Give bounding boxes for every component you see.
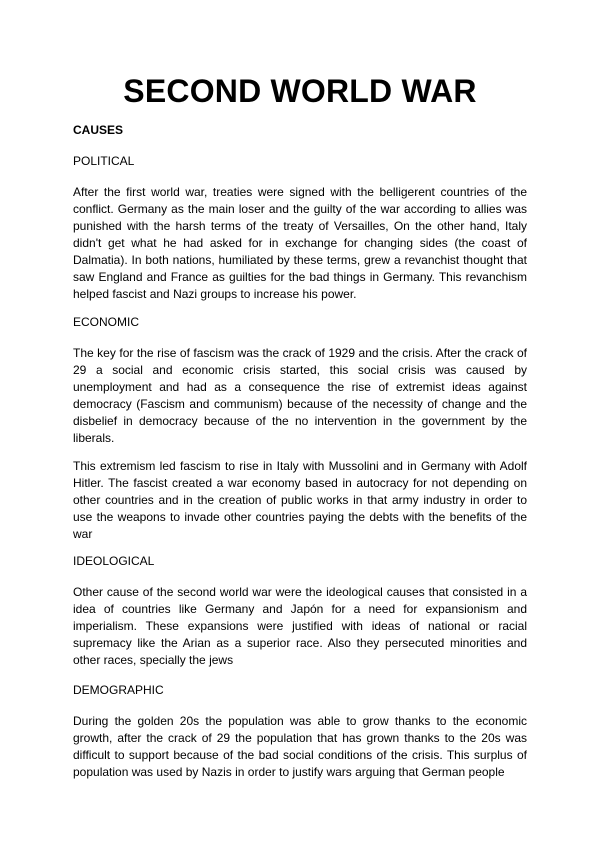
section-heading-economic: ECONOMIC [73, 315, 139, 329]
causes-heading: CAUSES [73, 123, 124, 137]
paragraph-economic-2: This extremism led fascism to rise in Italy with Mussolini and in Germany with Adolf Hitler. The fascist created a war economy based in autocracy for not depending on other countries and in the creation of public works in that army industry in order to use the weapons to invade other countries paying the debts with the benefits of the war [73, 459, 527, 541]
paragraph-ideological: Other cause of the second world war were the ideological causes that consisted in a idea of countries like Germany and Japón for a need for expansionism and imperialism. These expansions were justified with ideas of national or racial supremacy like the Arian as a superior race. Also they persecuted minorities and other races, specially the jews [73, 585, 527, 667]
paragraph-political: After the first world war, treaties were signed with the belligerent countries of the conflict. Germany as the main loser and the guilty of the war according to allies was punished with the harsh terms of the treaty of Versailles, On the other hand, Italy didn't get what he had asked for in exchange for changing sides (the coast of Dalmatia). In both nations, humiliated by these terms, grew a revanchist thought that saw England and France as guilties for the bad things in Germany. This revanchism helped fascist and Nazi groups to increase his power. [73, 185, 527, 301]
section-heading-ideological: IDEOLOGICAL [73, 554, 155, 568]
section-heading-political: POLITICAL [73, 154, 135, 168]
section-heading-demographic: DEMOGRAPHIC [73, 683, 164, 697]
paragraph-demographic: During the golden 20s the population was able to grow thanks to the economic growth, after the crack of 29 the population that has grown thanks to the 20s was difficult to support because of the bad social conditions of the crisis. This surplus of population was used by Nazis in order to justify wars arguing that German people [73, 714, 527, 779]
document-title: SECOND WORLD WAR [123, 73, 477, 109]
paragraph-economic-1: The key for the rise of fascism was the crack of 1929 and the crisis. After the crack of 29 a social and economic crisis started, this social crisis was caused by unemployment and had as a consequence the rise of extremist ideas against democracy (Fascism and communism) because of the necessity of change and the disbelief in democracy because of the no intervention in the government by the liberals. [73, 346, 527, 445]
